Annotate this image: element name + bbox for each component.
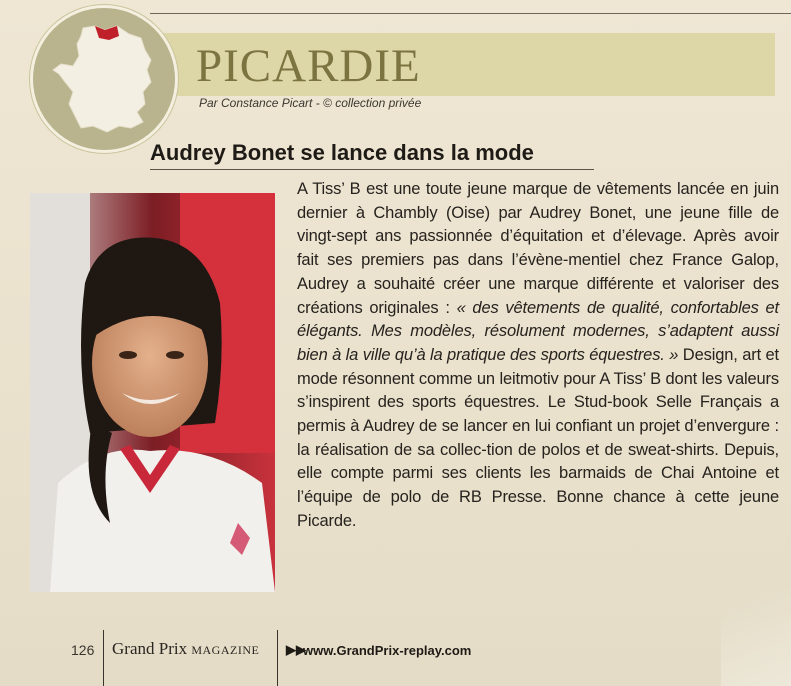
body-part-1: A Tiss’ B est une toute jeune marque de vêtements lancée en juin dernier à Chambly (Oise) par Audrey Bonet, une jeune fille de vingt-sept ans passionnée d’équitation et d’élevage. Après avoir fait ses premiers pas dans l’évène-mentiel chez France Galop, Audrey a souhaité créer une marque différente et valoriser des créations originales :	[297, 180, 779, 317]
title-rule	[150, 169, 594, 170]
body-part-2: Design, art et mode résonnent comme un leitmotiv pour A Tiss’ B dont les valeurs s’inspirent des sports équestres. Le Stud-book Selle Français a permis à Audrey de se lancer en lui confiant un projet d’envergure : la réalisation de sa collec-tion de polos et de sweat-shirts. Depuis, elle compte parmi ses clients les barmaids de Chai Antoine et l’équipe de polo de RB Presse. Bonne chance à cette jeune Picarde.	[297, 345, 779, 530]
top-rule	[150, 13, 791, 14]
france-map-icon	[30, 5, 178, 153]
article-body	[297, 178, 779, 534]
magazine-name	[112, 639, 259, 659]
double-arrow-icon: ▶▶	[286, 642, 306, 657]
footer	[0, 630, 791, 686]
byline: Par Constance Picart - © collection privée	[199, 96, 422, 110]
footer-separator	[103, 630, 104, 686]
website-link[interactable]: www.GrandPrix-replay.com	[303, 643, 472, 658]
article-quote: « des vêtements de qualité, confortables et élégants. Mes modèles, résolument modernes, s’adaptent aussi bien à la ville qu’à la pratique des sports équestres. »	[297, 298, 779, 364]
footer-separator-2	[277, 630, 278, 686]
magazine-suffix: MAGAZINE	[191, 643, 260, 657]
portrait-photo	[30, 193, 275, 592]
region-title: PICARDIE	[196, 40, 421, 92]
magazine-title: Grand Prix	[112, 639, 188, 658]
article-title: Audrey Bonet se lance dans la mode	[150, 140, 534, 165]
page-number: 126	[71, 642, 95, 658]
